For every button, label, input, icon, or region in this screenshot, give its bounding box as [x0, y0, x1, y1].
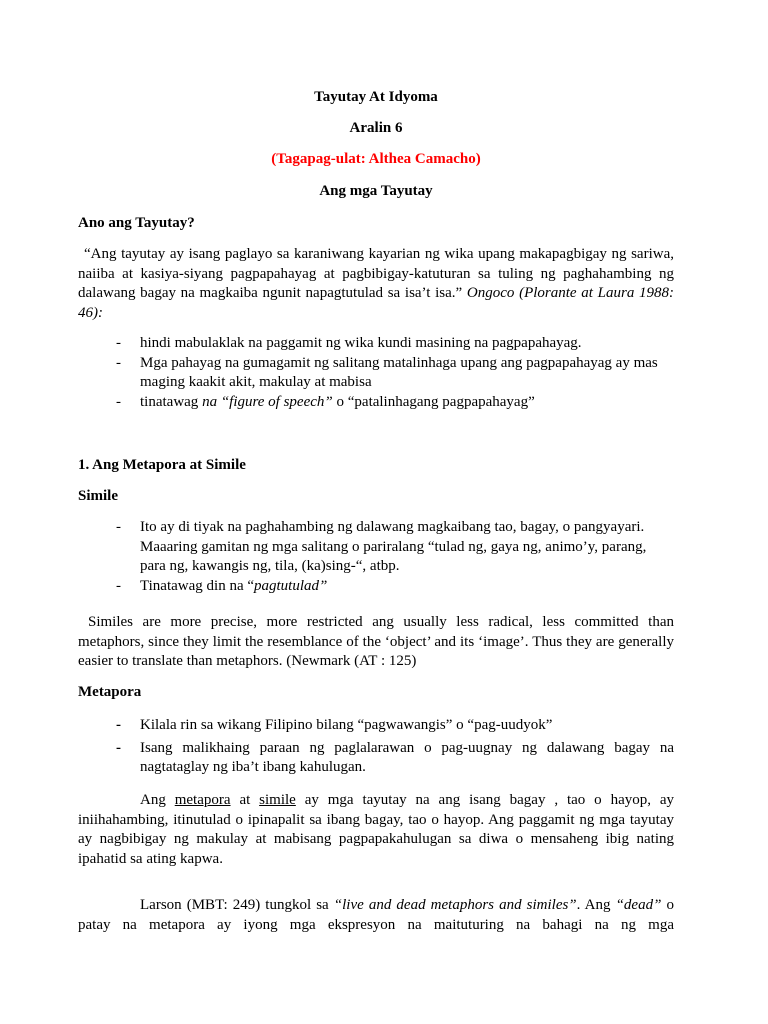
lesson-label: Aralin 6 — [349, 120, 403, 136]
simile-bullets — [78, 518, 674, 596]
metapora-simile-heading: 1. Ang Metapora at Simile — [78, 457, 246, 473]
list-item: - Kilala rin sa wikang Filipino bilang “pagwawangis” o “pag-uudyok” — [116, 717, 553, 733]
list-item: - tinatawag na “figure of speech” o “patalinhagang pagpapahayag” — [116, 393, 535, 410]
simile-term: simile — [259, 792, 296, 808]
larson-line-1: Larson (MBT: 249) tungkol sa “live and dead metaphors and similes”. Ang “dead” o — [140, 897, 674, 913]
document-title: Tayutay At Idyoma — [314, 89, 438, 105]
metapora-term: metapora — [174, 792, 231, 808]
question-heading: Ano ang Tayutay? — [78, 215, 195, 231]
simile-heading: Simile — [78, 488, 118, 504]
simile-quote: Similes are more precise, more restricted ang usually less radical, less committed than metaphors, since they limit the resemblance of the ‘object’ and its ‘image’. Thus they are generally easier to translate than metaphors. (Newmark (AT : 125) — [78, 614, 674, 669]
definition-text: “Ang tayutay ay isang paglayo sa karaniwang kayarian ng wika upang makapagbigay ng sariwa, naiiba at kasiya-siyang pagpapahayag at pagbibigay-katuturan sa tuling ng paghahambing ng dalawang bagay na magkaiba ngunit napagtutulad sa isa’t isa.” — [78, 246, 674, 301]
list-item: - hindi mabulaklak na paggamit ng wika kundi masining na pagpapahayag. — [116, 335, 582, 351]
definition-citation: Ongoco (Plorante at Laura 1988: 46): — [78, 285, 675, 321]
larson-line-2: patay na metapora ay iyong mga ekspresyon na maituturing na bahagi na ng mga — [78, 916, 674, 933]
metapora-heading: Metapora — [78, 684, 142, 700]
metapora-bullets — [78, 716, 674, 778]
metapora-simile-paragraph: Ang metapora at simile ay mga tayutay na ang isang bagay , tao o hayop, ay iniihahambing, itinutulad o ipinapalit sa ibang bagay, tao o hayop. Ang paggamit ng mga tayutay ay nagbibigay ng makulay at mabisang pagpapakahulugan sa diwa o mensaheng ibig nating ipahatid sa ating kapwa. — [78, 792, 675, 867]
larson-paragraph — [78, 896, 674, 935]
definition-bullets — [78, 334, 674, 412]
list-item: - Ito ay di tiyak na paghahambing ng dalawang magkaibang tao, bagay, o pangyayari. Maaaring gamitan ng mga salitang o pariralang “tulad ng, gaya ng, animo’y, parang, para ng, kawangis ng, tila, (ka)sing-“, atbp. — [116, 519, 647, 574]
section-title: Ang mga Tayutay — [319, 183, 433, 199]
list-item: - Tinatawag din na “pagtutulad” — [116, 577, 328, 594]
definition-paragraph — [78, 245, 674, 323]
reporter-line: (Tagapag-ulat: Althea Camacho) — [271, 151, 481, 167]
list-item: - Mga pahayag na gumagamit ng salitang matalinhaga upang ang pagpapahayag ay mas maging kaakit akit, makulay at mabisa — [116, 354, 658, 390]
list-item: - Isang malikhaing paraan ng paglalarawan o pag-uugnay ng dalawang bagay na nagtataglay ng iba’t ibang kahulugan. — [116, 739, 674, 775]
